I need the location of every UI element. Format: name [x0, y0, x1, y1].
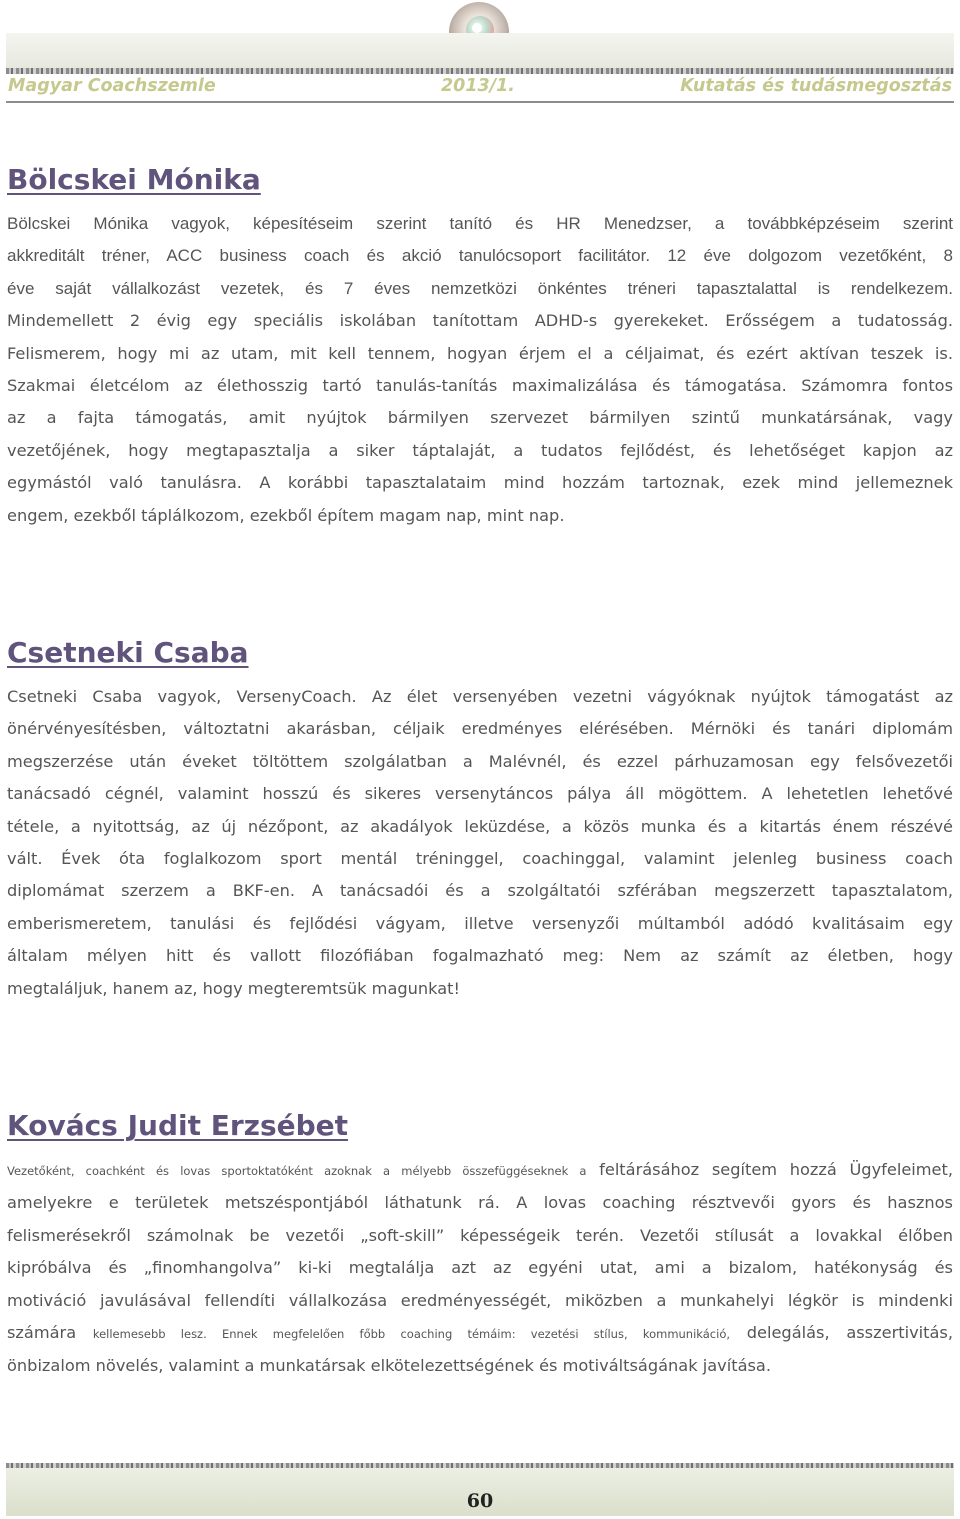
- issue-number: 2013/1.: [441, 76, 515, 96]
- paragraph-line: Szakmai életcélom az élethosszig tartó tanulás-tanítás maximalizálása és támogatása. Számomra fontos: [7, 376, 953, 396]
- section-heading: Kovács Judit Erzsébet: [7, 1109, 349, 1142]
- text-run: feltárásához segítem hozzá Ügyfeleimet,: [599, 1160, 953, 1179]
- paragraph-line: az a fajta támogatás, amit nyújtok bármilyen szervezet bármilyen szintű munkatársának, vagy: [7, 408, 953, 428]
- section-title: Kutatás és tudásmegosztás: [680, 76, 952, 96]
- paragraph-line: egymástól való tanulásra. A korábbi tapasztalataim mind hozzám tartoznak, ezek mind jellemeznek: [7, 473, 953, 493]
- header-rule: [6, 68, 954, 74]
- journal-title: Magyar Coachszemle: [8, 76, 216, 96]
- paragraph-line: tétele, a nyitottság, az új nézőpont, az akadályok leküzdése, a közös munka és a kitartás énem részévé: [7, 816, 953, 836]
- text-run: delegálás, asszertivitás,: [746, 1323, 953, 1343]
- paragraph-line: vezetőjének, hogy megtapasztalja a siker táptalaját, a tudatos fejlődést, és lehetőséget kapjon az: [7, 440, 953, 460]
- paragraph-line: engem, ezekből táplálkozom, ezekből építem magam nap, mint nap.: [7, 505, 565, 525]
- paragraph-line: felismerésekről számolnak be vezetői „soft-skill” képességeik terén. Vezetői stílusát a lovakkal élőben: [7, 1225, 953, 1245]
- paragraph-line: emberismeretem, tanulási és fejlődési vágyam, illetve versenyzői múltamból adódó kvalitásaim egy: [7, 913, 953, 933]
- page-number: 60: [466, 1490, 494, 1512]
- paragraph-line: Felismerem, hogy mi az utam, mit kell tennem, hogyan érjem el a céljaimat, és ezért aktívan teszek is.: [7, 343, 953, 363]
- paragraph-line: Csetneki Csaba vagyok, VersenyCoach. Az élet versenyében vezetni vágyóknak nyújtok támogatást az: [7, 687, 953, 706]
- section-paragraph: [7, 681, 953, 1005]
- header-divider: [6, 101, 954, 103]
- paragraph-line: általam mélyen hitt és vallott filozófiában fogalmazható meg: Nem az számít az életben, hogy: [7, 946, 953, 966]
- paragraph-line: motiváció javulásával fellendíti vállalkozása eredményességét, miközben a munkahelyi légkör is mindenki: [7, 1290, 953, 1310]
- header-band: [6, 33, 954, 69]
- small-text: Vezetőként, coachként és lovas sportoktatóként azoknak a mélyebb összefüggéseknek a: [7, 1164, 587, 1178]
- paragraph-line: Bölcskei Mónika vagyok, képesítéseim szerint tanító és HR Menedzser, a továbbképzéseim szerint: [7, 214, 953, 233]
- section-heading: Csetneki Csaba: [7, 636, 249, 669]
- paragraph-line: [7, 1317, 953, 1350]
- paragraph-line: vált. Évek óta foglalkozom sport mentál tréninggel, coachinggal, valamint jelenleg business coach: [7, 849, 953, 869]
- paragraph-line: [7, 1154, 953, 1187]
- text-run: számára: [7, 1323, 77, 1343]
- paragraph-line: megtaláljuk, hanem az, hogy megteremtsük magunkat!: [7, 978, 461, 998]
- paragraph-line: megszerzése után éveket töltöttem szolgálatban a Malévnél, és ezzel párhuzamosan egy felsővezetői: [7, 751, 953, 771]
- paragraph-line: éve saját vállalkozást vezetek, és 7 éves nemzetközi önkéntes tréneri tapasztalattal is rendelkezem.: [7, 278, 953, 298]
- paragraph-line: akkreditált tréner, ACC business coach és akció tanulócsoport facilitátor. 12 éve dolgozom vezetőként, 8: [7, 246, 953, 266]
- paragraph-line: kipróbálva és „finomhangolva” ki-ki megtalálja azt az egyéni utat, ami a bizalom, hatékonyság és: [7, 1258, 953, 1278]
- paragraph-line: diplomámat szerzem a BKF-en. A tanácsadói és a szolgáltatói szférában megszerzett tapasztalatom,: [7, 881, 953, 901]
- paragraph-line: önérvényesítésben, változtatni akarásban, céljaik eredményes elérésében. Mérnöki és tanári diplomám: [7, 719, 953, 739]
- paragraph-line: önbizalom növelés, valamint a munkatársak elkötelezettségének és motiváltságának javítása.: [7, 1356, 771, 1376]
- paragraph-line: Mindemellett 2 évig egy speciális iskolában tanítottam ADHD-s gyerekeket. Erősségem a tudatosság.: [7, 311, 953, 331]
- small-text: kellemesebb lesz. Ennek megfelelően főbb coaching témáim: vezetési stílus, kommunikáció,: [92, 1327, 731, 1342]
- paragraph-line: tanácsadó cégnél, valamint hosszú és sikeres versenytáncos pálya áll mögöttem. A lehetetlen lehetővé: [7, 784, 953, 804]
- section-heading: Bölcskei Mónika: [7, 163, 261, 196]
- section-paragraph: [7, 208, 953, 532]
- paragraph-line: amelyekre e területek metszéspontjából láthatunk rá. A lovas coaching résztvevői gyors és hasznos: [7, 1193, 953, 1213]
- section-paragraph: [7, 1154, 953, 1383]
